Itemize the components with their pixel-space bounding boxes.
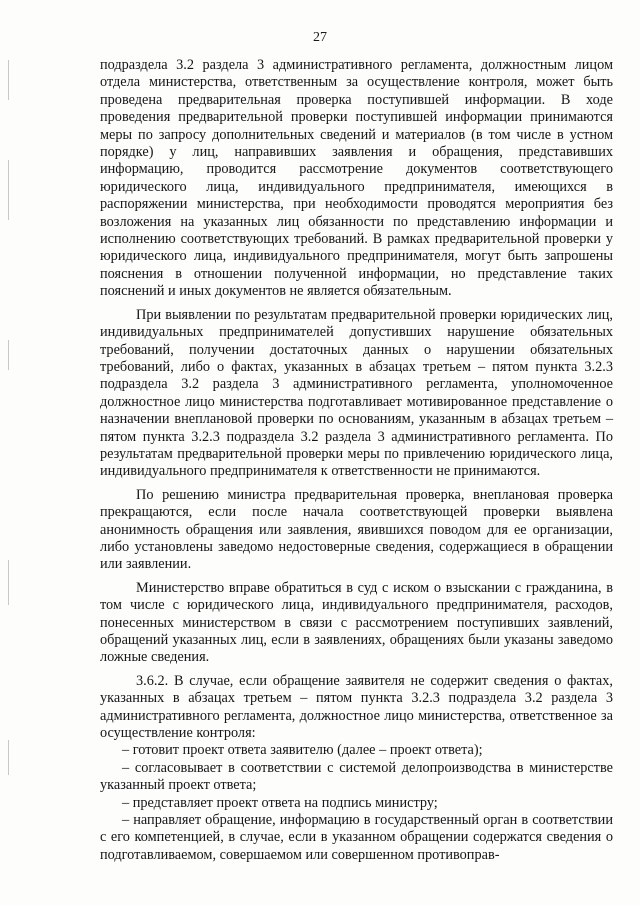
document-body (100, 57, 613, 864)
paragraph-termination-of-check: По решению министра предварительная проверка, внеплановая проверка прекращаются, если после начала соответствующей проверки выявлена анонимность обращения или заявления, явившихся поводом для ее организации, либо установлены заведомо недостоверные сведения, содержащиеся в обращении или заявлении. (100, 486, 613, 573)
list-item-submit-for-signature: – представляет проект ответа на подпись министру; (122, 794, 438, 811)
paragraph-continuation: подраздела 3.2 раздела 3 административного регламента, должностным лицом отдела министерства, ответственным за осуществление контроля, может быть проведена предварительная проверка поступившей информации. В ходе проведения предварительной проверки поступившей информации принимаются меры по запросу дополнительных сведений и материалов (в том числе в устном порядке) у лиц, направивших заявления и обращения, представивших информацию, проводится рассмотрение документов соответствующего юридического лица, индивидуального предпринимателя, имеющихся в распоряжении министерства, при необходимости проводятся мероприятия без возложения на указанных лиц обязанности по представлению информации и исполнению соответствующих требований. В рамках предварительной проверки у юридического лица, индивидуального предпринимателя, могут быть запрошены пояснения в отношении полученной информации, но представление таких пояснений и иных документов не является обязательным. (100, 57, 613, 300)
list-item-forward-appeal: – направляет обращение, информацию в государственный орган в соответствии с его компетенцией, в случае, если в указанном обращении содержатся сведения о подготавливаемом, совершаемом или совершенном противоправ- (100, 812, 613, 863)
paragraph-court-claim: Министерство вправе обратиться в суд с иском о взыскании с гражданина, в том числе с юридического лица, индивидуального предпринимателя, расходов, понесенных министерством в связи с рассмотрением поступивших заявлений, обращений указанных лиц, если в заявлениях, обращениях были указаны заведомо ложные сведения. (100, 579, 613, 666)
page-number: 27 (313, 30, 327, 45)
list-item-coordinate-draft: – согласовывает в соответствии с системой делопроизводства в министерстве указанный проект ответа; (100, 759, 613, 794)
paragraph-preliminary-check-results: При выявлении по результатам предварительной проверки юридических лиц, индивидуальных предпринимателей допустивших нарушение обязательных требований, получении достаточных данных о нарушении обязательных требований, либо о фактах, указанных в абзацах третьем – пятом пункта 3.2.3 подраздела 3.2 раздела 3 административного регламента, уполномоченное должностное лицо министерства подготавливает мотивированное представление о назначении внеплановой проверки по основаниям, указанным в абзацах третьем – пятом пункта 3.2.3 подраздела 3.2 раздела 3 административного регламента. По результатам предварительной проверки меры по привлечению юридического лица, индивидуального предпринимателя к ответственности не принимаются. (100, 306, 613, 480)
scan-margin-marks (8, 40, 10, 900)
list-item-prepare-draft: – готовит проект ответа заявителю (далее – проект ответа); (122, 742, 483, 759)
paragraph-3-6-2: 3.6.2. В случае, если обращение заявителя не содержит сведения о фактах, указанных в абзацах третьем – пятом пункта 3.2.3 подраздела 3.2 раздела 3 административного регламента, должностное лицо министерства, ответственное за осуществление контроля: (100, 672, 613, 742)
